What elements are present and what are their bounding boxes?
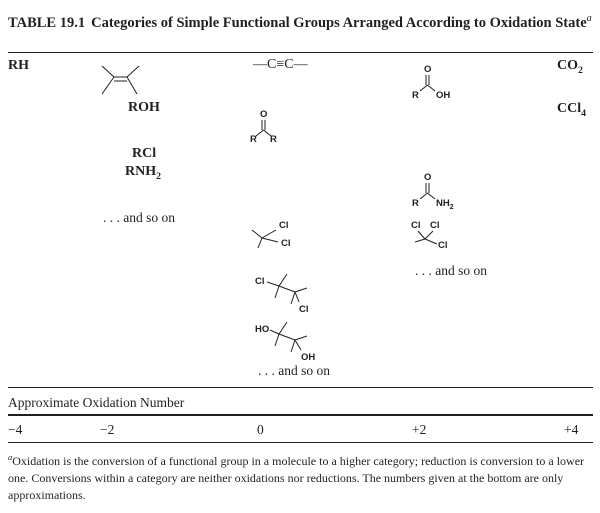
- footnote: [8, 449, 593, 504]
- co2-text: CO: [557, 58, 578, 73]
- ccl4-text: CCl: [557, 101, 582, 116]
- trichloride-cl3: Cl: [438, 240, 448, 251]
- table-label: TABLE 19.1: [8, 14, 86, 31]
- ketone-r1: R: [250, 134, 257, 145]
- top-rule: [8, 52, 593, 53]
- and-so-on-plus2: . . . and so on: [415, 263, 487, 278]
- ccl4-formula: [557, 101, 586, 119]
- amide-r: R: [412, 198, 419, 209]
- vic-dichloride-cl2: Cl: [299, 304, 309, 315]
- co2-formula: [557, 58, 583, 76]
- roh-formula: ROH: [128, 100, 160, 115]
- gem-dichloride-cl1: Cl: [279, 220, 289, 231]
- vicinal-dichloride-structure: [255, 270, 325, 320]
- ketone-oxygen: O: [260, 109, 268, 120]
- axis-tick-plus2: +2: [412, 422, 427, 437]
- diol-oh1: HO: [255, 324, 270, 335]
- amide-nh2: $NH_2$: [436, 198, 454, 211]
- ccl4-subscript: 4: [581, 107, 587, 119]
- alkene-bond: [127, 66, 139, 77]
- rnh2-formula: [125, 164, 161, 182]
- diol-oh2: OH: [301, 352, 316, 363]
- acid-oh: OH: [436, 90, 451, 101]
- diol-structure: [255, 318, 325, 368]
- rnh2-subscript: 2: [156, 170, 162, 182]
- table-title: [8, 10, 593, 32]
- table-caption: Categories of Simple Functional Groups Arranged According to Oxidation State: [91, 14, 587, 31]
- acid-oxygen: O: [424, 64, 432, 75]
- alkene-bond: [102, 66, 114, 77]
- rh-formula: RH: [8, 58, 29, 73]
- amide-oxygen: O: [424, 172, 432, 183]
- axis-mid-rule: [8, 414, 593, 416]
- and-so-on-zero: . . . and so on: [258, 363, 330, 378]
- vic-dichloride-cl1: Cl: [255, 276, 265, 287]
- footnote-text: Oxidation is the conversion of a functional group in a molecule to a higher category; reduction is conversion to a lower one. Conversions within a category are neither oxidations nor reductions. The numbers given at the bottom are only approximations.: [8, 454, 585, 502]
- trichloride-cl2: Cl: [430, 220, 440, 231]
- alkyne-formula: —C≡C—: [253, 57, 308, 72]
- rnh2-text: RNH: [125, 164, 157, 179]
- acid-r: R: [412, 90, 419, 101]
- alkene-bond: [102, 77, 114, 94]
- co2-subscript: 2: [578, 64, 583, 76]
- footnote-marker: a: [586, 13, 592, 24]
- trichloride-cl1: Cl: [411, 220, 421, 231]
- amide-structure: [412, 172, 488, 214]
- rcl-formula: RCl: [132, 146, 157, 161]
- gem-dichloride-cl2: Cl: [281, 238, 291, 249]
- footnote-marker-bottom: a: [8, 453, 13, 462]
- ketone-r2: R: [270, 134, 277, 145]
- and-so-on-minus2: . . . and so on: [103, 210, 175, 225]
- axis-tick-plus4: +4: [564, 422, 579, 437]
- axis-tick-minus2: −2: [100, 422, 115, 437]
- axis-tick-zero: 0: [257, 422, 264, 437]
- ketone-structure: [250, 109, 306, 152]
- axis-tick-minus4: −4: [8, 422, 23, 437]
- axis-label: Approximate Oxidation Number: [8, 395, 185, 410]
- axis-bottom-rule: [8, 442, 593, 443]
- trichloride-structure: [411, 218, 471, 258]
- axis-top-rule: [8, 387, 593, 388]
- alkene-bond: [127, 77, 137, 94]
- carboxylic-acid-structure: [412, 64, 478, 106]
- gem-dichloride-structure: [252, 218, 312, 258]
